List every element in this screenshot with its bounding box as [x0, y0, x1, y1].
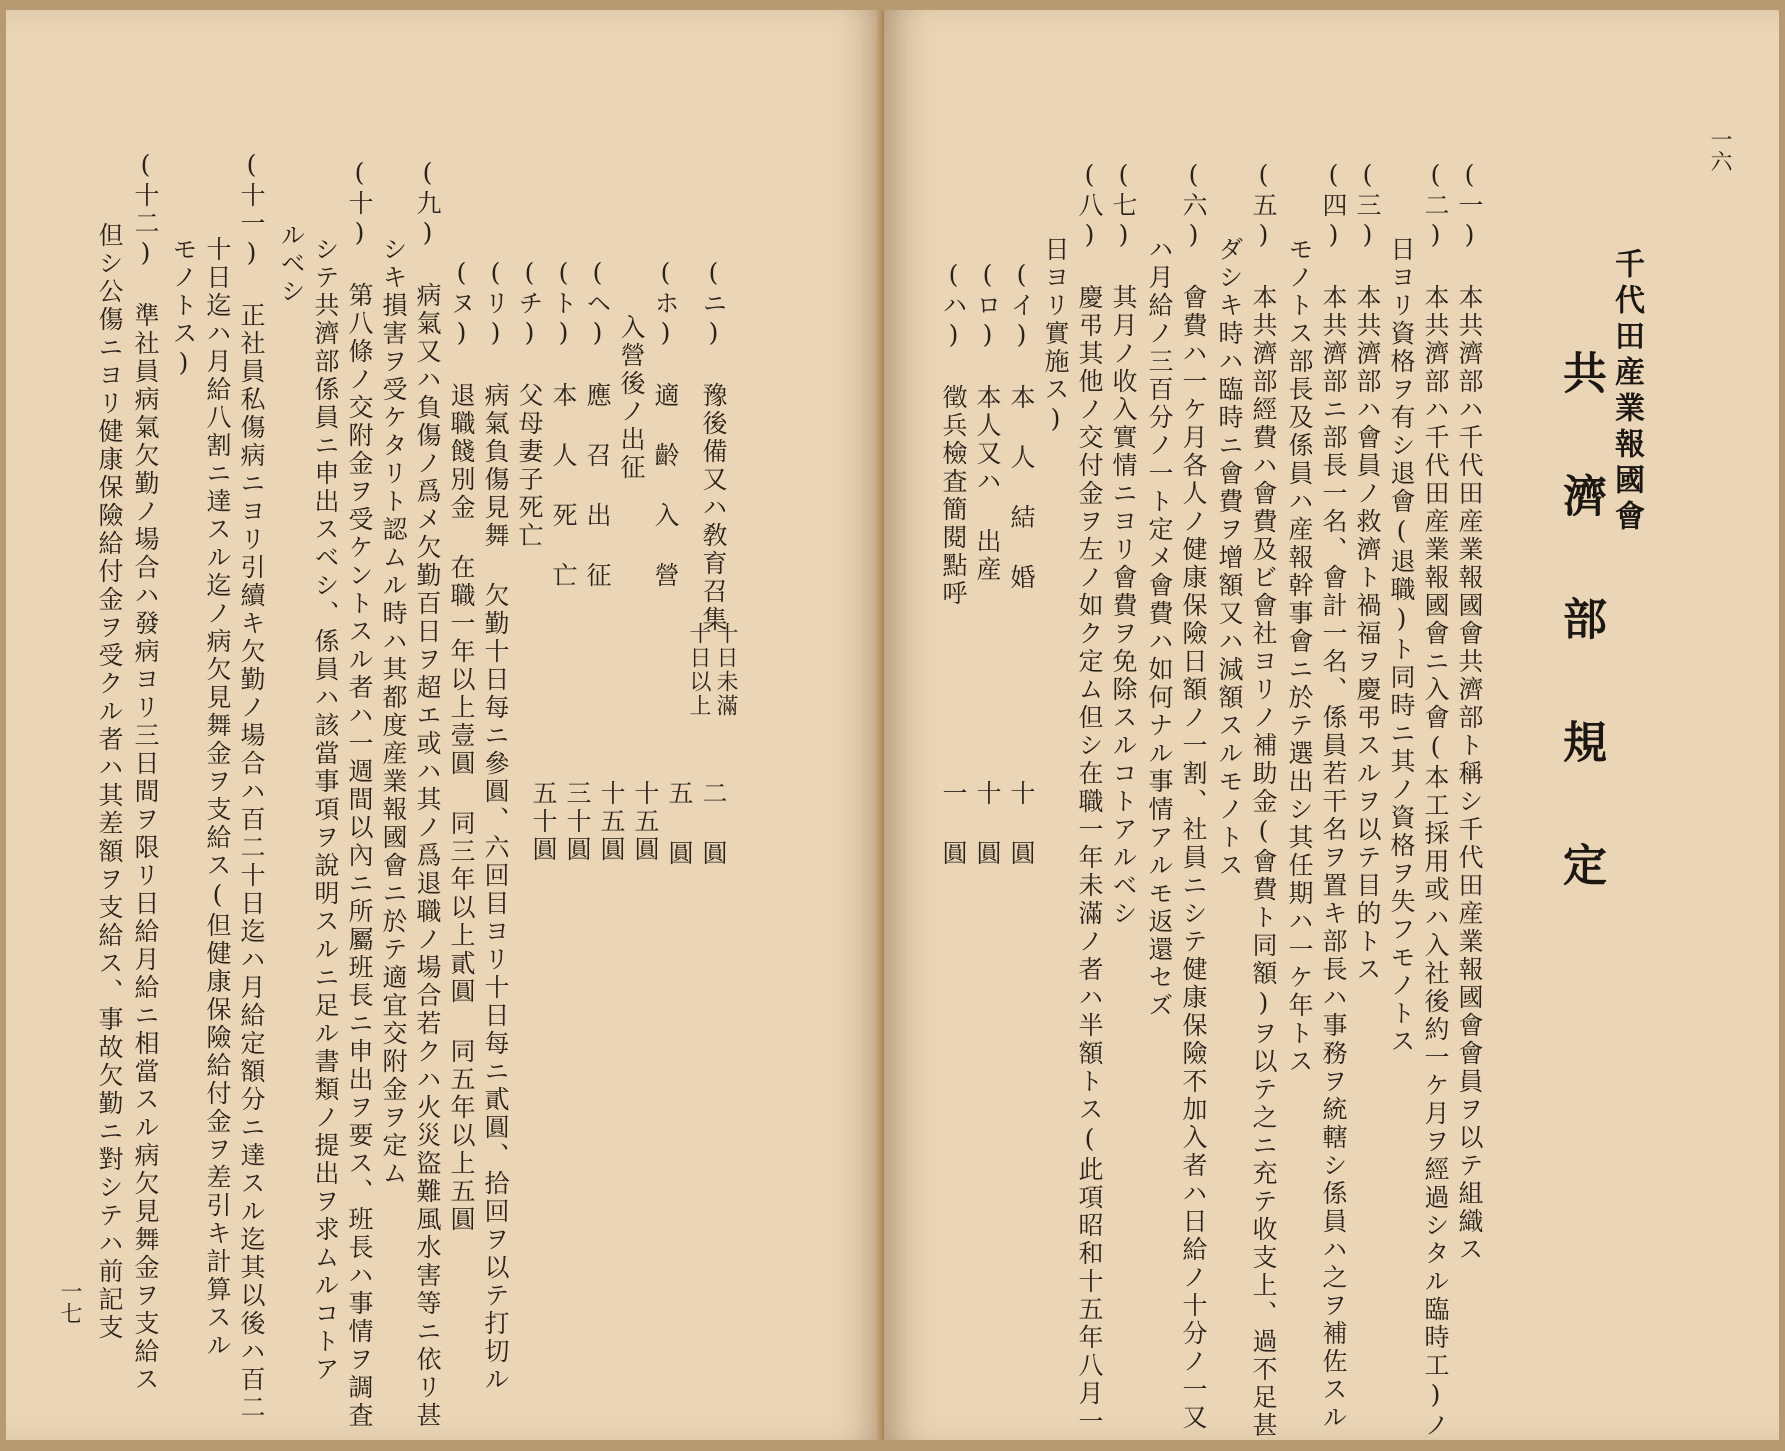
body-line: (三) 本共濟部ハ會員ノ救濟ト禍福ヲ慶弔スルヲ以テ目的トス: [1353, 160, 1382, 984]
list-item: (イ) 本 人 結 婚: [1007, 260, 1036, 592]
body-line: (五) 本共濟部經費ハ會費及ビ會社ヨリノ補助金(會費ト同額)ヲ以テ之ニ充テ收支上、過不足甚: [1249, 160, 1278, 1440]
body-line: (二) 本共濟部ハ千代田産業報國會ニ入會(本工採用或ハ入社後約一ケ月ヲ經過シタル臨時工)ノ: [1421, 160, 1450, 1440]
list-item-amount: 五十圓: [529, 780, 558, 864]
body-line: (十) 第八條ノ交附金ヲ受ケントスル者ハ一週間以內ニ所屬班長ニ申出ヲ要ス、班長ハ事情ヲ調査: [345, 158, 374, 1430]
list-item: (ニ) 豫後備又ハ敎育召集: [699, 258, 728, 634]
document-title: 共 濟 部 規 定: [1555, 350, 1606, 900]
body-line: (八) 慶弔其他ノ交付金ヲ左ノ如ク定ム但シ在職一年未滿ノ者ハ半額トス(此項昭和十五年八月一: [1075, 160, 1104, 1436]
body-line: モノトス): [169, 236, 198, 380]
list-item-amount: 十 圓: [973, 780, 1002, 868]
list-item: (チ) 父母妻子死亡: [515, 258, 544, 550]
list-item: 入營後ノ出征: [617, 314, 646, 482]
body-line: ダシキ時ハ臨時ニ會費ヲ增額又ハ減額スルモノトス: [1215, 236, 1244, 880]
body-line: ハ月給ノ三百分ノ一ト定メ會費ハ如何ナル事情アルモ返還セズ: [1145, 236, 1174, 1020]
list-item-amount: 五 圓: [665, 780, 694, 868]
body-line: シテ共濟部係員ニ申出スベシ、係員ハ該當事項ヲ說明スルニ足ル書類ノ提出ヲ求ムルコトア: [311, 236, 340, 1384]
list-item-note: 十日未滿: [713, 622, 738, 718]
body-line: (リ) 病氣負傷見舞 欠勤十日每ニ參圓、六回目ヨリ十日每ニ貳圓、拾回ヲ以テ打切ル: [481, 258, 510, 1394]
list-item-amount: 三十圓: [563, 780, 592, 864]
body-line: 十日迄ハ月給八割ニ達スル迄ノ病欠見舞金ヲ支給ス(但健康保險給付金ヲ差引キ計算スル: [203, 236, 232, 1360]
page-number: 一六: [1707, 128, 1732, 172]
body-line: シキ損害ヲ受ケタリト認ムル時ハ其都度産業報國會ニ於テ適宜交附金ヲ定ム: [379, 236, 408, 1188]
body-line: (六) 會費ハ一ケ月各人ノ健康保險日額ノ一割、社員ニシテ健康保險不加入者ハ日給ノ十分ノ一又: [1179, 160, 1208, 1432]
right-page: [884, 10, 1779, 1440]
list-item: (ハ) 徵兵檢査簡閱點呼: [939, 260, 968, 608]
list-item: (ロ) 本人又ハ 出産: [973, 260, 1002, 584]
left-page: [6, 10, 884, 1440]
list-item: (ト) 本 人 死 亡: [549, 258, 578, 590]
list-item-amount: 十 圓: [1007, 780, 1036, 868]
body-line: (七) 其月ノ收入實情ニヨリ會費ヲ免除スルコトアルベシ: [1109, 160, 1138, 928]
list-item: (ホ) 適 齡 入 營: [651, 258, 680, 590]
body-line: (十一) 正社員私傷病ニヨリ引續キ欠勤ノ場合ハ百二十日迄ハ月給定額分ニ達スル迄其以後ハ百二: [237, 150, 266, 1422]
body-line: 日ヨリ資格ヲ有シ退會(退職)ト同時ニ其ノ資格ヲ失フモノトス: [1387, 236, 1416, 1056]
list-item: (ヘ) 應 召 出 征: [583, 258, 612, 590]
body-line: (ヌ) 退職餞別金 在職一年以上壹圓 同三年以上貳圓 同五年以上五圓: [447, 258, 476, 1234]
body-line: (四) 本共濟部ニ部長一名、會計一名、係員若干名ヲ置キ部長ハ事務ヲ統轄シ係員ハ之ヲ補佐スル: [1319, 160, 1348, 1432]
organization-title: 千代田産業報國會: [1609, 248, 1644, 536]
body-line: 但シ公傷ニヨリ健康保險給付金ヲ受クル者ハ其差額ヲ支給ス、事故欠勤ニ對シテハ前記支: [95, 222, 124, 1342]
body-line: (十二) 準社員病氣欠勤ノ場合ハ發病ヨリ三日間ヲ限リ日給月給ニ相當スル病欠見舞金ヲ支給ス: [131, 150, 160, 1394]
list-item-amount: 二 圓: [699, 780, 728, 868]
list-item-amount: 一 圓: [939, 780, 968, 868]
page-number: 一七: [57, 1280, 82, 1324]
body-line: モノトス部長及係員ハ産報幹事會ニ於テ選出シ其任期ハ一ケ年トス: [1285, 236, 1314, 1076]
body-line: 日ヨリ實施ス): [1041, 236, 1070, 436]
body-line: (一) 本共濟部ハ千代田産業報國會共濟部ト稱シ千代田産業報國會會員ヲ以テ組織ス: [1455, 160, 1484, 1264]
list-item-note: 十日以上: [686, 622, 711, 718]
body-line: ルベシ: [277, 222, 306, 306]
list-item-amount: 十五圓: [597, 780, 626, 864]
list-item-amount: 十五圓: [631, 780, 660, 864]
body-line: (九) 病氣又ハ負傷ノ爲メ欠勤百日ヲ超エ或ハ其ノ爲退職ノ場合若クハ火災盜難風水害等ニ依リ甚: [413, 158, 442, 1430]
